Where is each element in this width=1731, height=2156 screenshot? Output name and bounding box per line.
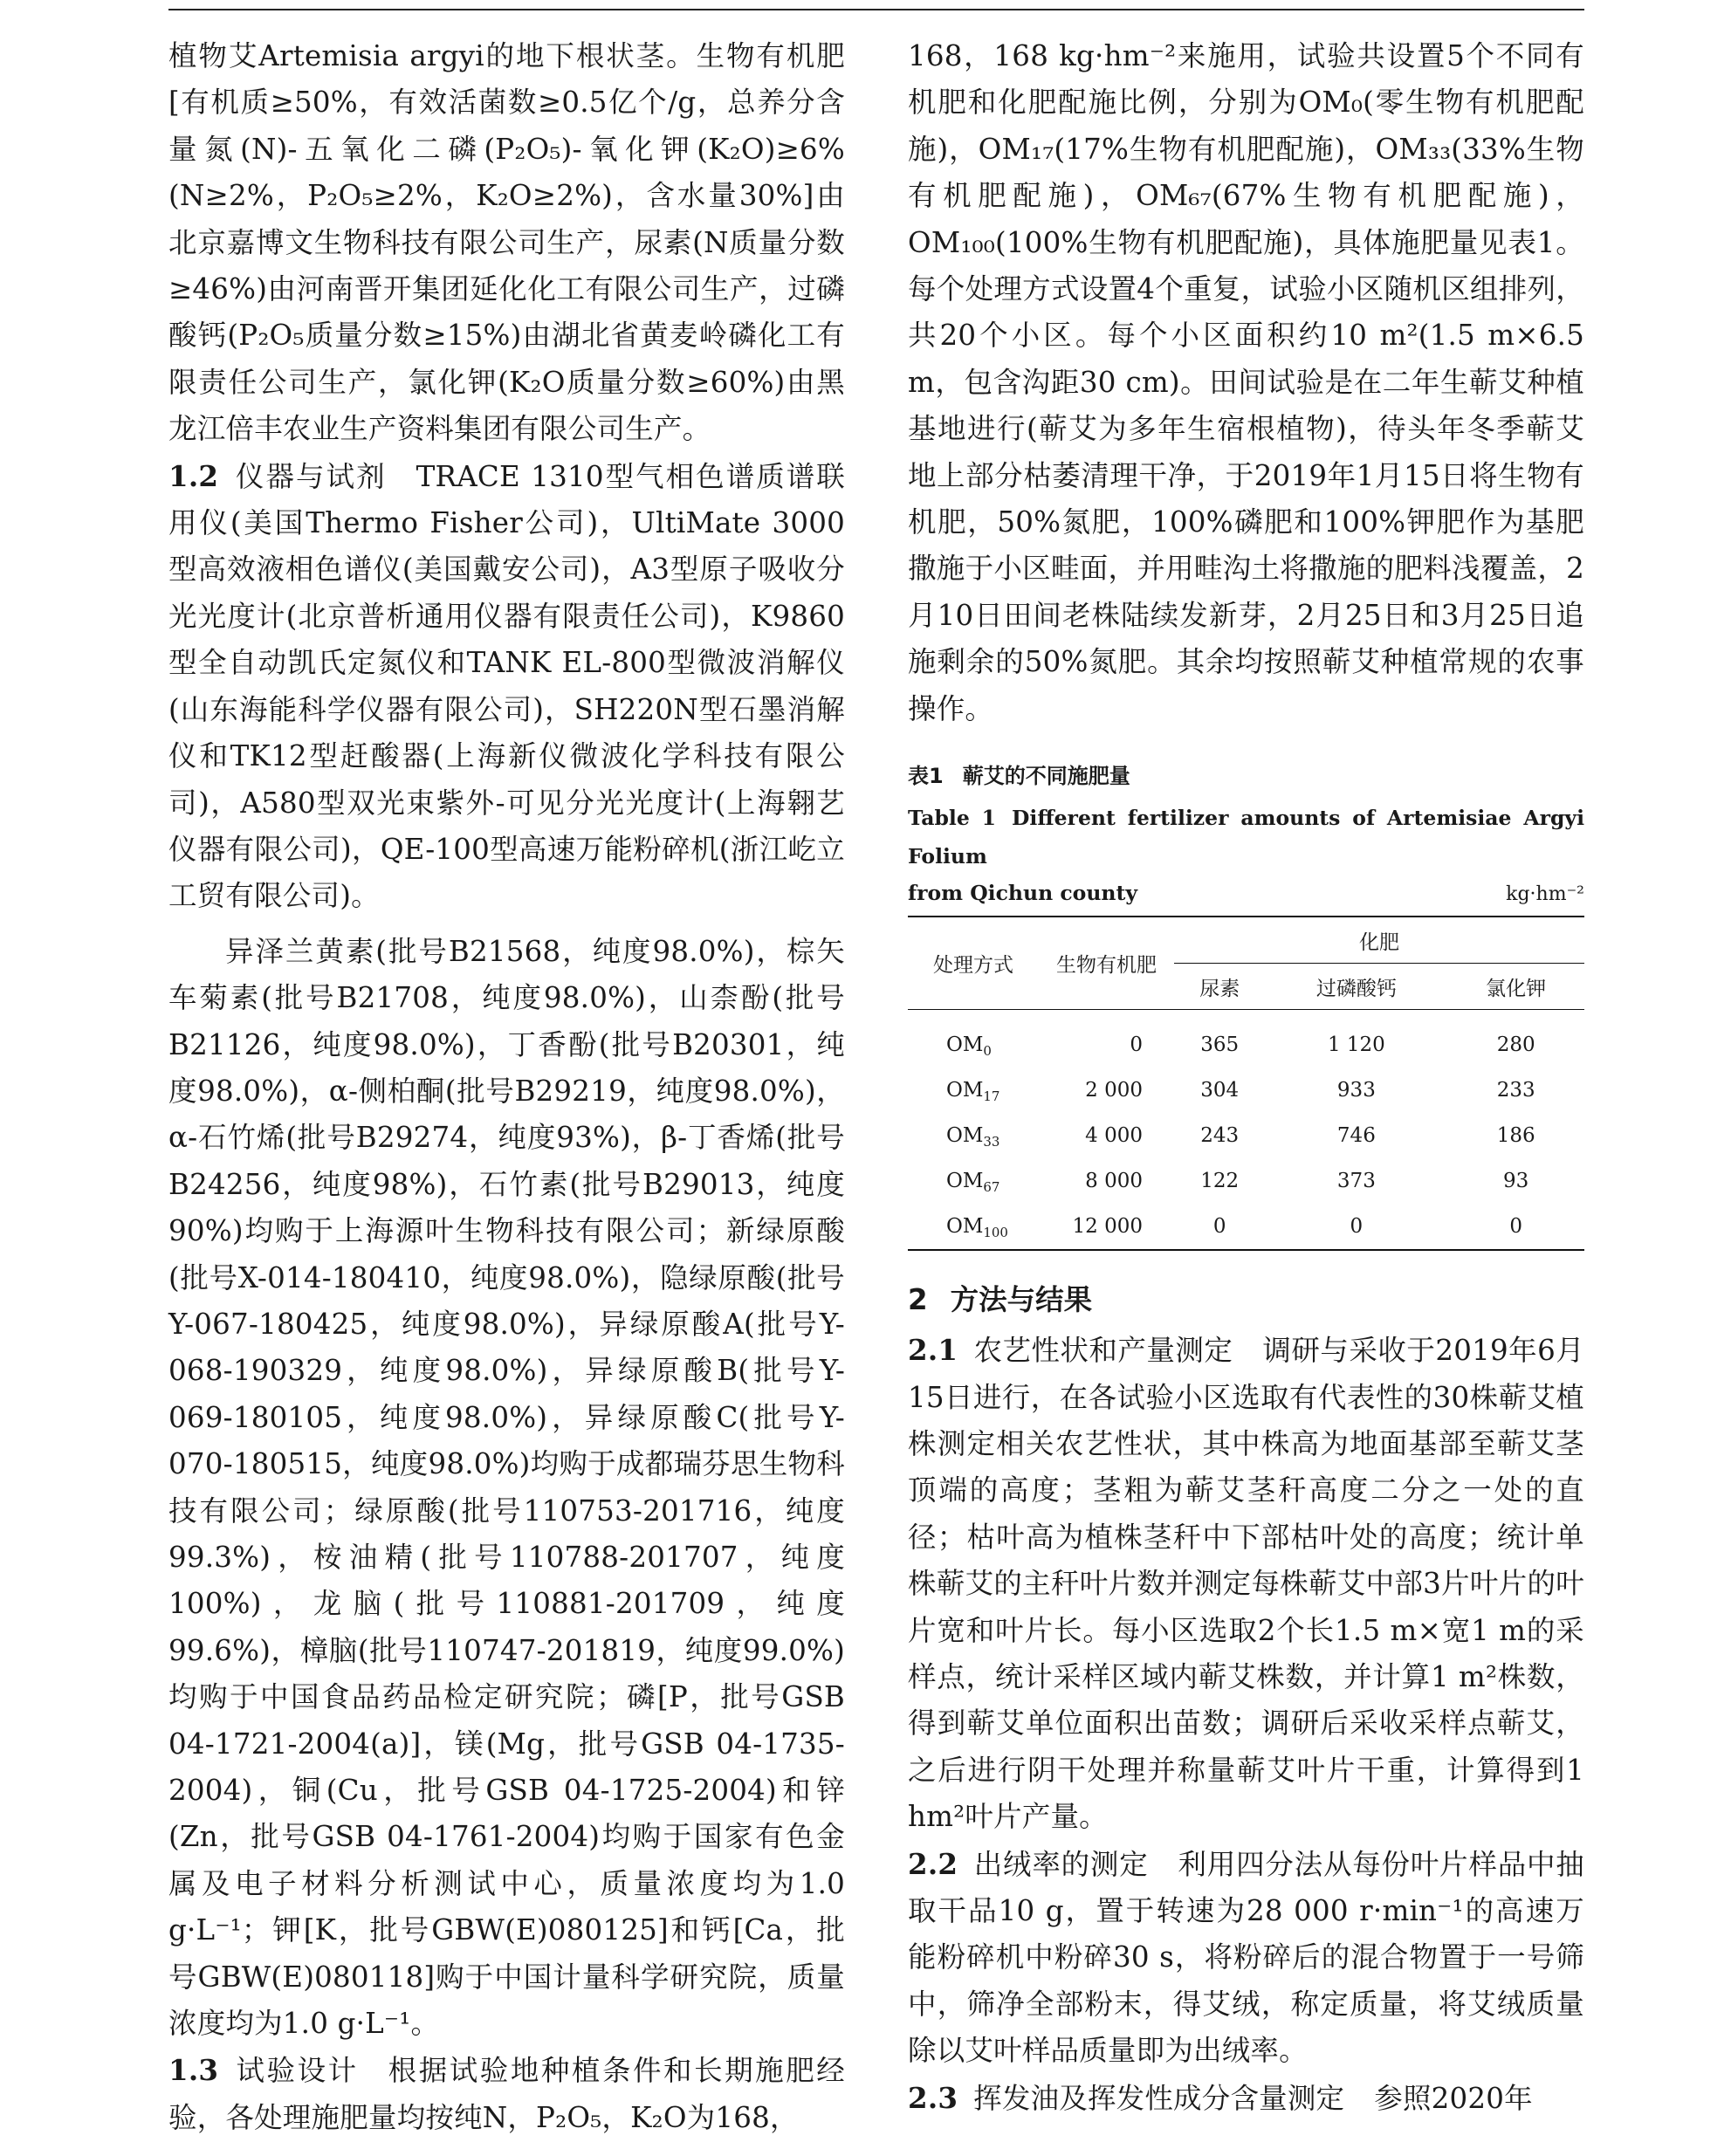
section-text: 调研与采收于2019年6月15日进行，在各试验小区选取有代表性的30株蕲艾植株测定相关农艺性状，其中株高为地面基部至蕲艾茎顶端的高度；茎粗为蕲艾茎秆高度二分之一处的直径；枯叶高为植株茎秆中下部枯叶处的高度；统计单株蕲艾的主秆叶片数并测定每株蕲艾中部3片叶片的叶片宽和叶片长。每小区选取2个长1.5 m×宽1 m的采样点，统计采样区域内蕲艾株数，并计算1 m²株数，得到蕲艾单位面积出苗数；调研后采收采样点蕲艾，之后进行阴干处理并称量蕲艾叶片干重，计算得到1 hm²叶片产量。 bbox=[908, 1334, 1584, 1834]
section-text: TRACE 1310型气相色谱质谱联用仪(美国Thermo Fisher公司)，UltiMate 3000型高效液相色谱仪(美国戴安公司)，A3型原子吸收分光光度计(北京普析通用仪器有限责任公司)，K9860型全自动凯氏定氮仪和TANK EL-800型微波消解仪(山东海能科学仪器有限公司)，SH220N型石墨消解仪和TK12型赶酸器(上海新仪微波化学科技有限公司)，A580型双光束紫外-可见分光光度计(上海翱艺仪器有限公司)，QE-100型高速万能粉碎机(浙江屹立工贸有限公司)。 bbox=[168, 459, 845, 913]
header-urea: 尿素 bbox=[1174, 964, 1265, 1010]
section-2-3 bbox=[908, 2075, 1584, 2122]
cell-urea: 304 bbox=[1200, 1079, 1240, 1102]
cell-superphosphate: 373 bbox=[1336, 1170, 1376, 1193]
treatment-base: OM bbox=[946, 1033, 984, 1057]
cell-bio: 4 000 bbox=[1085, 1124, 1143, 1148]
section-number: 1.3 bbox=[168, 2053, 219, 2088]
cell-kcl: 93 bbox=[1503, 1170, 1529, 1193]
section-number: 2.1 bbox=[908, 1333, 958, 1368]
reagents-paragraph: 异泽兰黄素(批号B21568，纯度98.0%)，棕矢车菊素(批号B21708，纯度98.0%)，山柰酚(批号B21126，纯度98.0%)，丁香酚(批号B20301，纯度98.0%)，α-侧柏酮(批号B29219，纯度98.0%)，α-石竹烯(批号B29274，纯度93%)，β-丁香烯(批号B24256，纯度98%)，石竹素(批号B29013，纯度90%)均购于上海源叶生物科技有限公司；新绿原酸(批号X-014-180410，纯度98.0%)，隐绿原酸(批号Y-067-180425，纯度98.0%)，异绿原酸A(批号Y-068-190329，纯度98.0%)，异绿原酸B(批号Y-069-180105，纯度98.0%)，异绿原酸C(批号Y-070-180515，纯度98.0%)均购于成都瑞芬思生物科技有限公司；绿原酸(批号110753-201716，纯度99.3%)，桉油精(批号110788-201707，纯度100%)，龙脑(批号110881-201709，纯度99.6%)，樟脑(批号110747-201819，纯度99.0%)均购于中国食品药品检定研究院；磷[P，批号GSB 04-1721-2004(a)]，镁(Mg，批号GSB 04-1735-2004)，铜(Cu，批号GSB 04-1725-2004)和锌(Zn，批号GSB 04-1761-2004)均购于国家有色金属及电子材料分析测试中心，质量浓度均为1.0 g·L⁻¹；钾[K，批号GBW(E)080125]和钙[Ca，批号GBW(E)080118]购于中国计量科学研究院，质量浓度均为1.0 g·L⁻¹。 bbox=[168, 934, 845, 2041]
treatment-base: OM bbox=[946, 1079, 984, 1102]
header-kcl: 氯化钾 bbox=[1447, 964, 1584, 1010]
section-text: 利用四分法从每份叶片样品中抽取干品10 g，置于转速为28 000 r·min⁻¹的高速万能粉碎机中粉碎30 s，将粉碎后的混合物置于一号筛中，筛净全部粉末，得艾绒，称定质量，将艾绒质量除以艾叶样品质量即为出绒率。 bbox=[908, 1847, 1584, 2068]
section-1-2 bbox=[168, 453, 845, 920]
section-2-heading bbox=[908, 1277, 1584, 1323]
cell-urea: 365 bbox=[1200, 1033, 1240, 1057]
section-text: 参照2020年 bbox=[1374, 2081, 1533, 2115]
section-number: 2.3 bbox=[908, 2080, 958, 2115]
cell-superphosphate: 933 bbox=[1336, 1079, 1376, 1102]
header-bio: 生物有机肥 bbox=[1039, 917, 1174, 1010]
section-2-2 bbox=[908, 1841, 1584, 2075]
section-number: 2.2 bbox=[908, 1846, 958, 1881]
table-title-en-2: from Qichun county bbox=[908, 881, 1138, 906]
treatment-sub: 67 bbox=[983, 1179, 1000, 1196]
cell-kcl: 233 bbox=[1496, 1079, 1535, 1102]
cell-treatment bbox=[908, 1158, 1039, 1204]
header-rule bbox=[168, 9, 1584, 10]
section-title: 挥发油及挥发性成分含量测定 bbox=[973, 2081, 1345, 2115]
table-row bbox=[908, 1204, 1584, 1250]
section-number: 2 bbox=[908, 1283, 928, 1317]
cell-kcl: 186 bbox=[1496, 1124, 1535, 1148]
table-row bbox=[908, 1010, 1584, 1068]
table-caption-cn bbox=[908, 759, 1584, 793]
table-unit: kg·hm⁻² bbox=[1506, 883, 1584, 906]
cell-bio: 12 000 bbox=[1039, 1204, 1174, 1250]
left-column bbox=[168, 33, 845, 2141]
treatment-sub: 17 bbox=[983, 1088, 1000, 1105]
header-treatment: 处理方式 bbox=[908, 917, 1039, 1010]
cell-treatment bbox=[908, 1204, 1039, 1250]
section-text: 根据试验地种植条件和长期施肥经验，各处理施肥量均按纯N，P₂O₅，K₂O为168， bbox=[168, 2054, 845, 2134]
table-label-en: Table 1 bbox=[908, 806, 997, 831]
treatment-sub: 0 bbox=[983, 1043, 992, 1060]
cell-kcl: 0 bbox=[1447, 1204, 1584, 1250]
treatment-sub: 33 bbox=[983, 1134, 1000, 1150]
cell-treatment bbox=[908, 1113, 1039, 1158]
cell-bio: 2 000 bbox=[1085, 1079, 1143, 1102]
cell-superphosphate: 1 120 bbox=[1327, 1033, 1385, 1057]
table-title-cn: 蕲艾的不同施肥量 bbox=[962, 764, 1130, 789]
table-title-en-1: Different fertilizer amounts of Artemisiae Argyi Folium bbox=[908, 806, 1584, 869]
section-2-1 bbox=[908, 1327, 1584, 1840]
section-1-3 bbox=[168, 2047, 845, 2141]
cell-urea: 0 bbox=[1174, 1204, 1265, 1250]
cell-treatment bbox=[908, 1068, 1039, 1113]
table-caption-en-line2 bbox=[908, 875, 1584, 912]
section-number: 1.2 bbox=[168, 458, 219, 493]
table-row bbox=[908, 1068, 1584, 1113]
cell-urea: 122 bbox=[1200, 1170, 1240, 1193]
section-title: 方法与结果 bbox=[950, 1283, 1093, 1317]
cell-treatment bbox=[908, 1010, 1039, 1068]
table-body bbox=[908, 1010, 1584, 1251]
design-paragraph: 168，168 kg·hm⁻²来施用，试验共设置5个不同有机肥和化肥配施比例，分别为OM₀(零生物有机肥配施)，OM₁₇(17%生物有机肥配施)，OM₃₃(33%生物有机肥配施)，OM₆₇(67%生物有机肥配施)，OM₁₀₀(100%生物有机肥配施)，具体施肥量见表1。每个处理方式设置4个重复，试验小区随机区组排列，共20个小区。每个小区面积约10 m²(1.5 m×6.5 m，包含沟距30 cm)。田间试验是在二年生蕲艾种植基地进行(蕲艾为多年生宿根植物)，待头年冬季蕲艾地上部分枯萎清理干净，于2019年1月15日将生物有机肥，50%氮肥，100%磷肥和100%钾肥作为基肥撒施于小区畦面，并用畦沟土将撒施的肥料浅覆盖，2月10日田间老株陆续发新芽，2月25日和3月25日追施剩余的50%氮肥。其余均按照蕲艾种植常规的农事操作。 bbox=[908, 39, 1584, 725]
treatment-base: OM bbox=[946, 1215, 984, 1239]
header-superphosphate: 过磷酸钙 bbox=[1265, 964, 1447, 1010]
cell-bio: 8 000 bbox=[1085, 1170, 1143, 1193]
cell-bio: 0 bbox=[1130, 1033, 1143, 1057]
header-chem: 化肥 bbox=[1174, 917, 1584, 964]
fertilizer-table bbox=[908, 916, 1584, 1251]
right-column bbox=[908, 33, 1584, 2122]
section-title: 农艺性状和产量测定 bbox=[973, 1334, 1233, 1368]
treatment-base: OM bbox=[946, 1170, 984, 1193]
treatment-sub: 100 bbox=[983, 1225, 1008, 1241]
treatment-base: OM bbox=[946, 1124, 984, 1148]
cell-kcl: 280 bbox=[1496, 1033, 1535, 1057]
materials-paragraph: 植物艾Artemisia argyi的地下根状茎。生物有机肥[有机质≥50%，有效活菌数≥0.5亿个/g，总养分含量氮(N)-五氧化二磷(P₂O₅)-氧化钾(K₂O)≥6%(N≥2%，P₂O₅≥2%，K₂O≥2%)，含水量30%]由北京嘉博文生物科技有限公司生产，尿素(N质量分数≥46%)由河南晋开集团延化化工有限公司生产，过磷酸钙(P₂O₅质量分数≥15%)由湖北省黄麦岭磷化工有限责任公司生产，氯化钾(K₂O质量分数≥60%)由黑龙江倍丰农业生产资料集团有限公司生产。 bbox=[168, 39, 845, 446]
section-title: 试验设计 bbox=[234, 2054, 359, 2088]
table-number: 表1 bbox=[908, 764, 944, 789]
cell-superphosphate: 746 bbox=[1336, 1124, 1376, 1148]
table-caption-en bbox=[908, 799, 1584, 875]
section-title: 出绒率的测定 bbox=[973, 1847, 1149, 1881]
table-row bbox=[908, 1158, 1584, 1204]
cell-superphosphate: 0 bbox=[1265, 1204, 1447, 1250]
cell-urea: 243 bbox=[1200, 1124, 1240, 1148]
section-title: 仪器与试剂 bbox=[234, 459, 387, 493]
table-row bbox=[908, 1113, 1584, 1158]
